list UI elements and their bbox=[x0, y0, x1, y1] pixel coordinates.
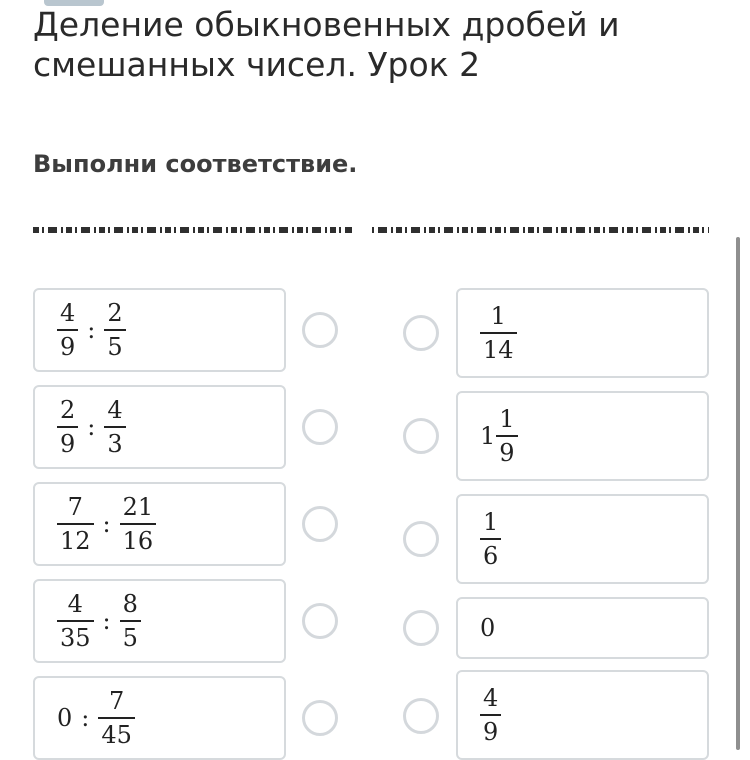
fraction: $\frac{8}{5}$ bbox=[120, 591, 141, 651]
page-title: Деление обыкновенных дробей и смешанных чисел. Урок 2 bbox=[33, 5, 620, 84]
left-item-1[interactable] bbox=[33, 288, 286, 372]
instruction-text: Выполни соответствие. bbox=[33, 150, 358, 178]
answer-divider bbox=[33, 227, 709, 233]
expression bbox=[57, 397, 126, 457]
right-radio-1[interactable] bbox=[403, 315, 439, 351]
expression bbox=[57, 494, 156, 554]
answer-value bbox=[480, 509, 501, 569]
fraction: $\frac{4}{9}$ bbox=[57, 300, 78, 360]
answer-value bbox=[480, 406, 518, 466]
answer-value bbox=[480, 685, 501, 745]
division-operator: : bbox=[87, 316, 96, 344]
fraction: $\frac{4}{3}$ bbox=[104, 397, 125, 457]
left-radio-2[interactable] bbox=[302, 409, 338, 445]
answer-value bbox=[480, 614, 495, 642]
fraction: $\frac{7}{45}$ bbox=[98, 688, 135, 748]
division-operator: : bbox=[102, 607, 111, 635]
scrollbar[interactable] bbox=[736, 237, 740, 750]
whole-number: 0 bbox=[57, 704, 73, 732]
left-item-2[interactable] bbox=[33, 385, 286, 469]
fraction: $\frac{2}{9}$ bbox=[57, 397, 78, 457]
right-item-2[interactable] bbox=[456, 391, 709, 481]
fraction: $\frac{21}{16}$ bbox=[120, 494, 157, 554]
division-operator: : bbox=[87, 413, 96, 441]
left-radio-5[interactable] bbox=[302, 700, 338, 736]
right-radio-2[interactable] bbox=[403, 418, 439, 454]
whole-number: 0 bbox=[480, 614, 496, 642]
right-radio-4[interactable] bbox=[403, 610, 439, 646]
left-item-3[interactable] bbox=[33, 482, 286, 566]
right-radio-3[interactable] bbox=[403, 521, 439, 557]
fraction: $\frac{4}{35}$ bbox=[57, 591, 94, 651]
left-radio-3[interactable] bbox=[302, 506, 338, 542]
fraction: $\frac{4}{9}$ bbox=[480, 685, 501, 745]
expression bbox=[57, 300, 126, 360]
expression bbox=[57, 688, 135, 748]
fraction: $\frac{2}{5}$ bbox=[104, 300, 125, 360]
right-radio-5[interactable] bbox=[403, 698, 439, 734]
fraction: $\frac{1}{6}$ bbox=[480, 509, 501, 569]
right-item-4[interactable] bbox=[456, 597, 709, 659]
division-operator: : bbox=[81, 704, 90, 732]
answer-value bbox=[480, 303, 517, 363]
left-radio-1[interactable] bbox=[302, 312, 338, 348]
fraction: $\frac{1}{14}$ bbox=[480, 303, 517, 363]
left-item-5[interactable] bbox=[33, 676, 286, 760]
whole-number: 1 bbox=[480, 422, 496, 450]
fraction: $\frac{7}{12}$ bbox=[57, 494, 94, 554]
right-item-3[interactable] bbox=[456, 494, 709, 584]
expression bbox=[57, 591, 141, 651]
left-radio-4[interactable] bbox=[302, 603, 338, 639]
right-item-1[interactable] bbox=[456, 288, 709, 378]
left-item-4[interactable] bbox=[33, 579, 286, 663]
right-item-5[interactable] bbox=[456, 670, 709, 760]
division-operator: : bbox=[102, 510, 111, 538]
fraction: $\frac{1}{9}$ bbox=[496, 406, 517, 466]
